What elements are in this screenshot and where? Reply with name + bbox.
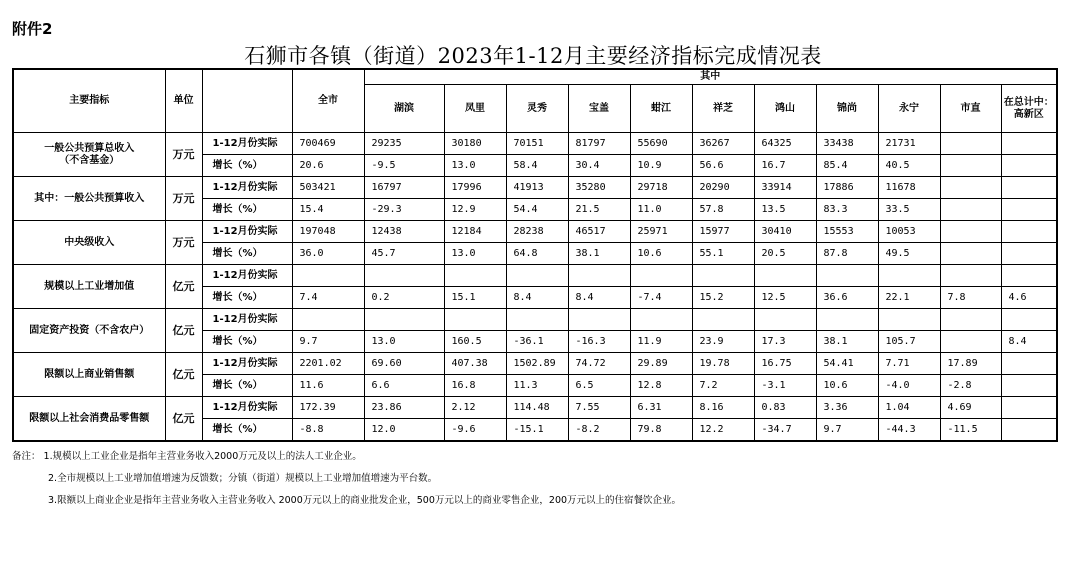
value-cell: 7.55	[568, 397, 630, 419]
indicator-unit: 万元	[165, 221, 202, 265]
value-cell: -44.3	[878, 419, 940, 442]
value-cell: -29.3	[364, 199, 444, 221]
value-cell: -11.5	[940, 419, 1001, 442]
value-cell: 15.1	[444, 287, 506, 309]
header-town: 祥芝	[692, 85, 754, 133]
value-cell	[940, 221, 1001, 243]
value-cell	[364, 309, 444, 331]
value-cell: -9.5	[364, 155, 444, 177]
header-town: 湖滨	[364, 85, 444, 133]
value-cell: 105.7	[878, 331, 940, 353]
attachment-label: 附件2	[12, 20, 53, 38]
value-cell: 64325	[754, 133, 816, 155]
value-cell: 12.8	[630, 375, 692, 397]
indicator-unit: 亿元	[165, 353, 202, 397]
value-cell: 57.8	[692, 199, 754, 221]
value-cell: -4.0	[878, 375, 940, 397]
value-cell: 10.6	[816, 375, 878, 397]
sub-label: 增长（%）	[202, 155, 292, 177]
value-cell: 1502.89	[506, 353, 568, 375]
header-town: 锦尚	[816, 85, 878, 133]
value-cell: 30410	[754, 221, 816, 243]
value-cell: 0.83	[754, 397, 816, 419]
header-town: 鸿山	[754, 85, 816, 133]
value-cell: 4.6	[1001, 287, 1057, 309]
value-cell	[1001, 309, 1057, 331]
header-blank	[202, 69, 292, 133]
value-cell: 7.4	[292, 287, 364, 309]
value-cell: 8.4	[568, 287, 630, 309]
value-cell: 17.3	[754, 331, 816, 353]
value-cell: 74.72	[568, 353, 630, 375]
value-cell: 54.4	[506, 199, 568, 221]
value-cell: 12438	[364, 221, 444, 243]
value-cell	[692, 265, 754, 287]
value-cell: 15.2	[692, 287, 754, 309]
note-1: 备注： 1.规模以上工业企业是指年主营业务收入2000万元及以上的法人工业企业。	[12, 451, 362, 462]
value-cell: 15977	[692, 221, 754, 243]
value-cell: 69.60	[364, 353, 444, 375]
header-town: 凤里	[444, 85, 506, 133]
header-city: 全市	[292, 69, 364, 133]
value-cell	[1001, 243, 1057, 265]
sub-label: 增长（%）	[202, 419, 292, 442]
value-cell: -9.6	[444, 419, 506, 442]
note-3: 3.限额以上商业企业是指年主营业务收入主营业务收入 2000万元以上的商业批发企业，500万元以上的商业零售企业，200万元以上的住宿餐饮企业。	[48, 495, 682, 506]
value-cell: 40.5	[878, 155, 940, 177]
value-cell: 197048	[292, 221, 364, 243]
sub-label: 1-12月份实际	[202, 309, 292, 331]
value-cell: 114.48	[506, 397, 568, 419]
value-cell	[1001, 199, 1057, 221]
value-cell: 9.7	[816, 419, 878, 442]
header-high-tech-zone: 在总计中：高新区	[1001, 85, 1057, 133]
value-cell: 33.5	[878, 199, 940, 221]
value-cell: 13.0	[444, 243, 506, 265]
value-cell: 29235	[364, 133, 444, 155]
page-title: 石狮市各镇（街道）2023年1-12月主要经济指标完成情况表	[244, 44, 822, 68]
value-cell: 12.2	[692, 419, 754, 442]
value-cell: 85.4	[816, 155, 878, 177]
value-cell: 21.5	[568, 199, 630, 221]
value-cell: -3.1	[754, 375, 816, 397]
value-cell: 13.0	[444, 155, 506, 177]
indicator-name: 规模以上工业增加值	[13, 265, 165, 309]
value-cell: 407.38	[444, 353, 506, 375]
value-cell	[568, 309, 630, 331]
value-cell: 29.89	[630, 353, 692, 375]
value-cell	[1001, 353, 1057, 375]
value-cell: 10.9	[630, 155, 692, 177]
value-cell	[630, 265, 692, 287]
value-cell: 25971	[630, 221, 692, 243]
value-cell: 15553	[816, 221, 878, 243]
value-cell: 11.9	[630, 331, 692, 353]
value-cell	[292, 265, 364, 287]
sub-label: 增长（%）	[202, 243, 292, 265]
value-cell: 36.6	[816, 287, 878, 309]
header-unit: 单位	[165, 69, 202, 133]
value-cell: 11678	[878, 177, 940, 199]
indicator-name: 其中：一般公共预算收入	[13, 177, 165, 221]
value-cell	[940, 265, 1001, 287]
value-cell: 12.9	[444, 199, 506, 221]
value-cell: 23.86	[364, 397, 444, 419]
value-cell: 19.78	[692, 353, 754, 375]
value-cell	[940, 309, 1001, 331]
value-cell	[364, 265, 444, 287]
value-cell: 45.7	[364, 243, 444, 265]
sub-label: 增长（%）	[202, 331, 292, 353]
value-cell	[1001, 375, 1057, 397]
sub-label: 1-12月份实际	[202, 133, 292, 155]
note-2: 2.全市规模以上工业增加值增速为反馈数；分镇（街道）规模以上工业增加值增速为平台数。	[48, 473, 438, 484]
value-cell	[1001, 133, 1057, 155]
value-cell: 1.04	[878, 397, 940, 419]
value-cell: 6.5	[568, 375, 630, 397]
value-cell	[940, 133, 1001, 155]
value-cell: 8.4	[1001, 331, 1057, 353]
value-cell: 16797	[364, 177, 444, 199]
value-cell	[878, 265, 940, 287]
indicator-name: 中央级收入	[13, 221, 165, 265]
value-cell: 0.2	[364, 287, 444, 309]
value-cell: 2201.02	[292, 353, 364, 375]
value-cell: 160.5	[444, 331, 506, 353]
value-cell	[568, 265, 630, 287]
sub-label: 1-12月份实际	[202, 353, 292, 375]
sub-label: 增长（%）	[202, 375, 292, 397]
value-cell	[1001, 419, 1057, 442]
indicator-name: 限额以上商业销售额	[13, 353, 165, 397]
value-cell: 30.4	[568, 155, 630, 177]
value-cell: 33438	[816, 133, 878, 155]
value-cell: 8.4	[506, 287, 568, 309]
indicator-name: 固定资产投资（不含农户）	[13, 309, 165, 353]
economic-indicators-table	[12, 68, 1058, 442]
value-cell: 11.0	[630, 199, 692, 221]
value-cell: -8.2	[568, 419, 630, 442]
value-cell: 36267	[692, 133, 754, 155]
value-cell: 33914	[754, 177, 816, 199]
value-cell	[940, 243, 1001, 265]
header-indicator: 主要指标	[13, 69, 165, 133]
value-cell: 11.3	[506, 375, 568, 397]
value-cell: 20290	[692, 177, 754, 199]
value-cell: 70151	[506, 133, 568, 155]
value-cell: 13.5	[754, 199, 816, 221]
value-cell	[816, 309, 878, 331]
value-cell: 81797	[568, 133, 630, 155]
value-cell: 17886	[816, 177, 878, 199]
table-row	[13, 221, 1057, 243]
sub-label: 1-12月份实际	[202, 221, 292, 243]
value-cell: -7.4	[630, 287, 692, 309]
value-cell: 54.41	[816, 353, 878, 375]
sub-label: 1-12月份实际	[202, 265, 292, 287]
header-town: 宝盖	[568, 85, 630, 133]
value-cell: 21731	[878, 133, 940, 155]
header-town: 永宁	[878, 85, 940, 133]
value-cell: 3.36	[816, 397, 878, 419]
value-cell: 11.6	[292, 375, 364, 397]
value-cell: 17996	[444, 177, 506, 199]
value-cell: 22.1	[878, 287, 940, 309]
value-cell	[292, 309, 364, 331]
header-town: 灵秀	[506, 85, 568, 133]
indicator-unit: 亿元	[165, 397, 202, 442]
value-cell: 17.89	[940, 353, 1001, 375]
value-cell: 35280	[568, 177, 630, 199]
value-cell: 58.4	[506, 155, 568, 177]
value-cell	[506, 309, 568, 331]
value-cell: 10.6	[630, 243, 692, 265]
value-cell: 8.16	[692, 397, 754, 419]
value-cell	[940, 177, 1001, 199]
table-row	[13, 177, 1057, 199]
value-cell: 12.0	[364, 419, 444, 442]
header-town: 蚶江	[630, 85, 692, 133]
table-row	[13, 133, 1057, 155]
value-cell: 7.8	[940, 287, 1001, 309]
table-row	[13, 265, 1057, 287]
value-cell: 13.0	[364, 331, 444, 353]
value-cell: -2.8	[940, 375, 1001, 397]
value-cell: 56.6	[692, 155, 754, 177]
value-cell: 172.39	[292, 397, 364, 419]
value-cell: 7.2	[692, 375, 754, 397]
value-cell: 36.0	[292, 243, 364, 265]
value-cell	[940, 331, 1001, 353]
header-town: 市直	[940, 85, 1001, 133]
value-cell: 29718	[630, 177, 692, 199]
value-cell: -36.1	[506, 331, 568, 353]
value-cell	[444, 265, 506, 287]
value-cell: 6.31	[630, 397, 692, 419]
value-cell: 55690	[630, 133, 692, 155]
indicator-unit: 亿元	[165, 265, 202, 309]
value-cell	[1001, 155, 1057, 177]
header-group: 其中	[364, 69, 1057, 85]
indicator-name: 一般公共预算总收入 （不含基金）	[13, 133, 165, 177]
value-cell: 20.6	[292, 155, 364, 177]
value-cell: 16.8	[444, 375, 506, 397]
value-cell: 16.75	[754, 353, 816, 375]
value-cell	[878, 309, 940, 331]
sub-label: 增长（%）	[202, 199, 292, 221]
sub-label: 增长（%）	[202, 287, 292, 309]
value-cell: 20.5	[754, 243, 816, 265]
sub-label: 1-12月份实际	[202, 177, 292, 199]
value-cell	[940, 155, 1001, 177]
value-cell: 10053	[878, 221, 940, 243]
indicator-unit: 万元	[165, 133, 202, 177]
value-cell: 6.6	[364, 375, 444, 397]
value-cell: 28238	[506, 221, 568, 243]
value-cell	[940, 199, 1001, 221]
value-cell: 38.1	[568, 243, 630, 265]
value-cell: 7.71	[878, 353, 940, 375]
value-cell: 49.5	[878, 243, 940, 265]
value-cell: 55.1	[692, 243, 754, 265]
indicator-name: 限额以上社会消费品零售额	[13, 397, 165, 442]
value-cell: 4.69	[940, 397, 1001, 419]
value-cell: 503421	[292, 177, 364, 199]
value-cell	[630, 309, 692, 331]
value-cell: -8.8	[292, 419, 364, 442]
value-cell: 46517	[568, 221, 630, 243]
value-cell: 9.7	[292, 331, 364, 353]
header-row-1	[13, 69, 1057, 85]
table-row	[13, 397, 1057, 419]
value-cell: 12184	[444, 221, 506, 243]
value-cell: 38.1	[816, 331, 878, 353]
value-cell: -16.3	[568, 331, 630, 353]
value-cell: 30180	[444, 133, 506, 155]
value-cell: 23.9	[692, 331, 754, 353]
value-cell: 16.7	[754, 155, 816, 177]
table-row	[13, 353, 1057, 375]
value-cell: 79.8	[630, 419, 692, 442]
value-cell	[692, 309, 754, 331]
value-cell	[1001, 177, 1057, 199]
value-cell	[754, 265, 816, 287]
value-cell	[1001, 265, 1057, 287]
value-cell	[754, 309, 816, 331]
value-cell: 83.3	[816, 199, 878, 221]
value-cell: 87.8	[816, 243, 878, 265]
value-cell: -15.1	[506, 419, 568, 442]
value-cell	[444, 309, 506, 331]
sub-label: 1-12月份实际	[202, 397, 292, 419]
value-cell: 64.8	[506, 243, 568, 265]
value-cell	[816, 265, 878, 287]
indicator-unit: 亿元	[165, 309, 202, 353]
value-cell: 2.12	[444, 397, 506, 419]
value-cell: 15.4	[292, 199, 364, 221]
value-cell: 700469	[292, 133, 364, 155]
value-cell: -34.7	[754, 419, 816, 442]
value-cell	[506, 265, 568, 287]
table-row	[13, 309, 1057, 331]
indicator-unit: 万元	[165, 177, 202, 221]
value-cell: 41913	[506, 177, 568, 199]
value-cell	[1001, 397, 1057, 419]
value-cell: 12.5	[754, 287, 816, 309]
value-cell	[1001, 221, 1057, 243]
